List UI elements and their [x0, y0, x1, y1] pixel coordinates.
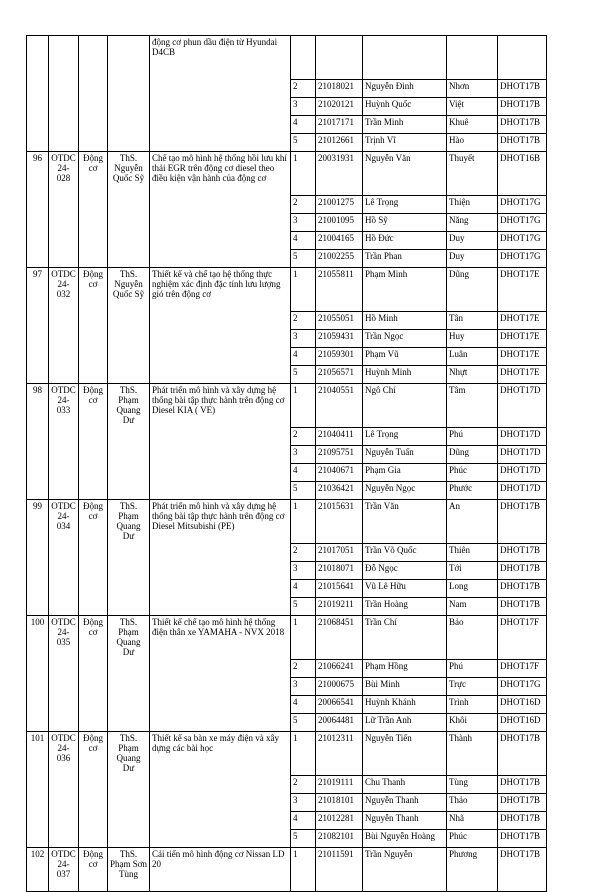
- member-no-cell: 4: [291, 116, 316, 134]
- student-id-cell: 21055051: [316, 312, 363, 330]
- first-name-cell: Phúc: [447, 830, 498, 848]
- first-name-cell: Phú: [447, 660, 498, 678]
- student-id-cell: 21056571: [316, 366, 363, 384]
- member-no-cell: 4: [291, 696, 316, 714]
- last-name-cell: Hồ Minh: [363, 312, 447, 330]
- class-cell: DHOT17B: [498, 830, 547, 848]
- member-no-cell: 4: [291, 232, 316, 250]
- last-name-cell: Lữ Trần Anh: [363, 714, 447, 732]
- class-cell: DHOT17D: [498, 482, 547, 500]
- member-no-cell: 4: [291, 812, 316, 830]
- member-no-cell: 1: [291, 384, 316, 428]
- member-no-cell: 3: [291, 678, 316, 696]
- table-row: [27, 268, 547, 312]
- student-id-cell: 21020121: [316, 98, 363, 116]
- last-name-cell: Lê Trọng: [363, 428, 447, 446]
- first-name-cell: Trực: [447, 678, 498, 696]
- class-cell: DHOT17F: [498, 616, 547, 660]
- last-name-cell: Huỳnh Minh: [363, 366, 447, 384]
- first-name-cell: Phương: [447, 848, 498, 892]
- class-cell: DHOT17E: [498, 268, 547, 312]
- class-cell: DHOT16B: [498, 152, 547, 196]
- title-cell: Phát triển mô hình và xây dựng hệ thống bài tập thực hành trên động cơ Diesel Mitsubishi (PE): [150, 500, 291, 616]
- table-row: [27, 500, 547, 544]
- first-name-cell: Khôi: [447, 714, 498, 732]
- last-name-cell: Hồ Sỹ: [363, 214, 447, 232]
- code-cell: OTDC 24-033: [49, 384, 79, 500]
- member-no-cell: 3: [291, 214, 316, 232]
- stt-cell: 97: [27, 268, 49, 384]
- class-cell: DHOT17B: [498, 500, 547, 544]
- first-name-cell: Luân: [447, 348, 498, 366]
- class-cell: DHOT16D: [498, 696, 547, 714]
- first-name-cell: Dũng: [447, 268, 498, 312]
- stt-cell: 101: [27, 732, 49, 848]
- first-name-cell: Tới: [447, 562, 498, 580]
- member-no-cell: 5: [291, 598, 316, 616]
- student-id-cell: 21040411: [316, 428, 363, 446]
- first-name-cell: Duy: [447, 250, 498, 268]
- first-name-cell: Trình: [447, 696, 498, 714]
- code-cell: OTDC 24-028: [49, 152, 79, 268]
- class-cell: DHOT17E: [498, 312, 547, 330]
- member-no-cell: 3: [291, 446, 316, 464]
- advisor-cell: ThS. Phạm Quang Dư: [108, 616, 150, 732]
- first-name-cell: Thiện: [447, 196, 498, 214]
- member-no-cell: 1: [291, 616, 316, 660]
- student-id-cell: 20031931: [316, 152, 363, 196]
- last-name-cell: Vũ Lê Hữu: [363, 580, 447, 598]
- last-name-cell: Trần Võ Quốc: [363, 544, 447, 562]
- student-id-cell: 21002255: [316, 250, 363, 268]
- class-cell: DHOT17G: [498, 678, 547, 696]
- title-cell: Thiết kế và chế tạo hệ thống thực nghiệm xác định đặc tính lưu lượng gió trên động cơ: [150, 268, 291, 384]
- member-no-cell: 4: [291, 348, 316, 366]
- table-row: [27, 384, 547, 428]
- class-cell: DHOT17G: [498, 250, 547, 268]
- member-no-cell: 2: [291, 660, 316, 678]
- code-cell: OTDC 24-032: [49, 268, 79, 384]
- last-name-cell: Ngô Chí: [363, 384, 447, 428]
- last-name-cell: Nguyễn Tiến: [363, 732, 447, 776]
- student-id-cell: 21059301: [316, 348, 363, 366]
- advisor-cell: [108, 36, 150, 152]
- last-name-cell: Trần Minh: [363, 116, 447, 134]
- first-name-cell: Nam: [447, 598, 498, 616]
- stt-cell: 99: [27, 500, 49, 616]
- last-name-cell: Trần Nguyễn: [363, 848, 447, 892]
- last-name-cell: Trịnh Vĩ: [363, 134, 447, 152]
- first-name-cell: Thiên: [447, 544, 498, 562]
- last-name-cell: Bùi Minh: [363, 678, 447, 696]
- code-cell: [49, 36, 79, 152]
- student-id-cell: 21040551: [316, 384, 363, 428]
- member-no-cell: 2: [291, 428, 316, 446]
- field-cell: Động cơ: [79, 268, 108, 384]
- class-cell: DHOT17B: [498, 116, 547, 134]
- title-cell: Cải tiến mô hình động cơ Nissan LD 20: [150, 848, 291, 892]
- title-cell: Thiết kế sa bàn xe máy điện và xây dựng các bài học: [150, 732, 291, 848]
- student-id-cell: 21001095: [316, 214, 363, 232]
- class-cell: DHOT17B: [498, 562, 547, 580]
- member-no-cell: 5: [291, 134, 316, 152]
- class-cell: DHOT17D: [498, 384, 547, 428]
- last-name-cell: [363, 36, 447, 80]
- last-name-cell: Trần Văn: [363, 500, 447, 544]
- table-row: [27, 732, 547, 776]
- member-no-cell: 2: [291, 544, 316, 562]
- first-name-cell: Tâm: [447, 384, 498, 428]
- class-cell: DHOT17E: [498, 330, 547, 348]
- member-no-cell: 1: [291, 268, 316, 312]
- code-cell: OTDC 24-034: [49, 500, 79, 616]
- member-no-cell: 4: [291, 464, 316, 482]
- class-cell: DHOT17G: [498, 232, 547, 250]
- first-name-cell: Long: [447, 580, 498, 598]
- student-id-cell: 21019111: [316, 776, 363, 794]
- advisor-cell: ThS. Phạm Quang Dư: [108, 500, 150, 616]
- class-cell: DHOT17D: [498, 446, 547, 464]
- member-no-cell: 1: [291, 500, 316, 544]
- first-name-cell: An: [447, 500, 498, 544]
- class-cell: DHOT17D: [498, 428, 547, 446]
- class-cell: DHOT17B: [498, 848, 547, 892]
- student-id-cell: 21018071: [316, 562, 363, 580]
- first-name-cell: Bảo: [447, 616, 498, 660]
- first-name-cell: Phước: [447, 482, 498, 500]
- last-name-cell: Lê Trọng: [363, 196, 447, 214]
- student-id-cell: 21017051: [316, 544, 363, 562]
- class-cell: DHOT17E: [498, 348, 547, 366]
- student-id-cell: 21068451: [316, 616, 363, 660]
- stt-cell: 102: [27, 848, 49, 892]
- class-cell: DHOT17B: [498, 98, 547, 116]
- first-name-cell: Tùng: [447, 776, 498, 794]
- class-cell: DHOT17F: [498, 660, 547, 678]
- stt-cell: 96: [27, 152, 49, 268]
- member-no-cell: 3: [291, 98, 316, 116]
- student-id-cell: 21019211: [316, 598, 363, 616]
- field-cell: Động cơ: [79, 500, 108, 616]
- student-id-cell: 21036421: [316, 482, 363, 500]
- student-id-cell: 21015631: [316, 500, 363, 544]
- class-cell: DHOT17B: [498, 544, 547, 562]
- last-name-cell: Phạm Hồng: [363, 660, 447, 678]
- student-id-cell: 21012661: [316, 134, 363, 152]
- advisor-cell: ThS. Phạm Quang Dư: [108, 732, 150, 848]
- student-id-cell: 21004165: [316, 232, 363, 250]
- member-no-cell: 2: [291, 196, 316, 214]
- first-name-cell: Nhã: [447, 812, 498, 830]
- first-name-cell: Thuyết: [447, 152, 498, 196]
- last-name-cell: Huỳnh Khánh: [363, 696, 447, 714]
- title-cell: Phát triển mô hình và xây dựng hệ thống bài tập thực hành trên động cơ Diesel KIA ( VE): [150, 384, 291, 500]
- member-no-cell: 3: [291, 562, 316, 580]
- first-name-cell: Năng: [447, 214, 498, 232]
- last-name-cell: Trần Phan: [363, 250, 447, 268]
- field-cell: Động cơ: [79, 848, 108, 892]
- class-cell: DHOT16D: [498, 714, 547, 732]
- student-id-cell: 21095751: [316, 446, 363, 464]
- class-cell: [498, 36, 547, 80]
- last-name-cell: Trần Hoàng: [363, 598, 447, 616]
- last-name-cell: Phạm Minh: [363, 268, 447, 312]
- last-name-cell: Nguyễn Văn: [363, 152, 447, 196]
- table-row: [27, 152, 547, 196]
- member-no-cell: 5: [291, 366, 316, 384]
- field-cell: Động cơ: [79, 152, 108, 268]
- member-no-cell: 1: [291, 732, 316, 776]
- student-id-cell: 21012311: [316, 732, 363, 776]
- last-name-cell: Bùi Nguyễn Hoàng: [363, 830, 447, 848]
- student-id-cell: 21040671: [316, 464, 363, 482]
- member-no-cell: 1: [291, 848, 316, 892]
- student-id-cell: 21082101: [316, 830, 363, 848]
- last-name-cell: Nguyễn Tuấn: [363, 446, 447, 464]
- class-cell: DHOT17B: [498, 598, 547, 616]
- student-id-cell: 21018021: [316, 80, 363, 98]
- field-cell: Động cơ: [79, 384, 108, 500]
- title-cell: động cơ phun dầu điện từ Hyundai D4CB: [150, 36, 291, 152]
- class-cell: DHOT17G: [498, 196, 547, 214]
- class-cell: DHOT17B: [498, 812, 547, 830]
- member-no-cell: 2: [291, 312, 316, 330]
- member-no-cell: 2: [291, 80, 316, 98]
- member-no-cell: 1: [291, 152, 316, 196]
- student-id-cell: [316, 36, 363, 80]
- code-cell: OTDC 24-035: [49, 616, 79, 732]
- first-name-cell: [447, 36, 498, 80]
- first-name-cell: Hào: [447, 134, 498, 152]
- class-cell: DHOT17B: [498, 80, 547, 98]
- first-name-cell: Thảo: [447, 794, 498, 812]
- student-id-cell: 21015641: [316, 580, 363, 598]
- code-cell: OTDC 24-036: [49, 732, 79, 848]
- student-id-cell: 21059431: [316, 330, 363, 348]
- class-cell: DHOT17B: [498, 134, 547, 152]
- first-name-cell: Khuê: [447, 116, 498, 134]
- code-cell: OTDC 24-037: [49, 848, 79, 892]
- first-name-cell: Duy: [447, 232, 498, 250]
- last-name-cell: Phạm Vũ: [363, 348, 447, 366]
- student-id-cell: 21066241: [316, 660, 363, 678]
- first-name-cell: Huy: [447, 330, 498, 348]
- class-cell: DHOT17B: [498, 732, 547, 776]
- last-name-cell: Huỳnh Quốc: [363, 98, 447, 116]
- advisor-cell: ThS. Nguyễn Quốc Sỹ: [108, 268, 150, 384]
- student-id-cell: 20066541: [316, 696, 363, 714]
- title-cell: Thiết kế chế tạo mô hình hệ thống điện thân xe YAMAHA - NVX 2018: [150, 616, 291, 732]
- last-name-cell: Trần Ngọc: [363, 330, 447, 348]
- stt-cell: 98: [27, 384, 49, 500]
- last-name-cell: Trần Chí: [363, 616, 447, 660]
- last-name-cell: Hồ Đức: [363, 232, 447, 250]
- first-name-cell: Dũng: [447, 446, 498, 464]
- student-id-cell: 21018101: [316, 794, 363, 812]
- first-name-cell: Phú: [447, 428, 498, 446]
- class-cell: DHOT17E: [498, 366, 547, 384]
- field-cell: [79, 36, 108, 152]
- member-no-cell: 5: [291, 250, 316, 268]
- last-name-cell: Nguyễn Thanh: [363, 794, 447, 812]
- advisor-cell: ThS. Phạm Quang Dư: [108, 384, 150, 500]
- first-name-cell: Thành: [447, 732, 498, 776]
- last-name-cell: Đỗ Ngọc: [363, 562, 447, 580]
- class-cell: DHOT17B: [498, 776, 547, 794]
- student-id-cell: 21000675: [316, 678, 363, 696]
- student-id-cell: 21001275: [316, 196, 363, 214]
- student-id-cell: 21017171: [316, 116, 363, 134]
- member-no-cell: [291, 36, 316, 80]
- first-name-cell: Nhựt: [447, 366, 498, 384]
- field-cell: Động cơ: [79, 616, 108, 732]
- advisor-cell: ThS. Phạm Sơn Tùng: [108, 848, 150, 892]
- table-row: [27, 848, 547, 892]
- last-name-cell: Chu Thanh: [363, 776, 447, 794]
- first-name-cell: Phúc: [447, 464, 498, 482]
- class-cell: DHOT17G: [498, 214, 547, 232]
- last-name-cell: Phạm Gia: [363, 464, 447, 482]
- table-row: [27, 616, 547, 660]
- class-cell: DHOT17D: [498, 464, 547, 482]
- member-no-cell: 2: [291, 776, 316, 794]
- class-cell: DHOT17B: [498, 580, 547, 598]
- advisor-cell: ThS. Nguyễn Quốc Sỹ: [108, 152, 150, 268]
- member-no-cell: 3: [291, 330, 316, 348]
- last-name-cell: Nguyễn Đình: [363, 80, 447, 98]
- student-id-cell: 20064481: [316, 714, 363, 732]
- member-no-cell: 3: [291, 794, 316, 812]
- student-id-cell: 21011591: [316, 848, 363, 892]
- member-no-cell: 5: [291, 482, 316, 500]
- class-cell: DHOT17B: [498, 794, 547, 812]
- table-row: [27, 36, 547, 80]
- stt-cell: 100: [27, 616, 49, 732]
- student-id-cell: 21055811: [316, 268, 363, 312]
- student-id-cell: 21012281: [316, 812, 363, 830]
- member-no-cell: 5: [291, 830, 316, 848]
- title-cell: Chế tạo mô hình hệ thống hồi lưu khí thải EGR trên động cơ diesel theo điều kiện vận hành của động cơ: [150, 152, 291, 268]
- member-no-cell: 5: [291, 714, 316, 732]
- member-no-cell: 4: [291, 580, 316, 598]
- project-table: [26, 35, 547, 892]
- field-cell: Động cơ: [79, 732, 108, 848]
- stt-cell: [27, 36, 49, 152]
- first-name-cell: Nhơn: [447, 80, 498, 98]
- first-name-cell: Tân: [447, 312, 498, 330]
- last-name-cell: Nguyễn Thanh: [363, 812, 447, 830]
- first-name-cell: Việt: [447, 98, 498, 116]
- last-name-cell: Nguyễn Ngọc: [363, 482, 447, 500]
